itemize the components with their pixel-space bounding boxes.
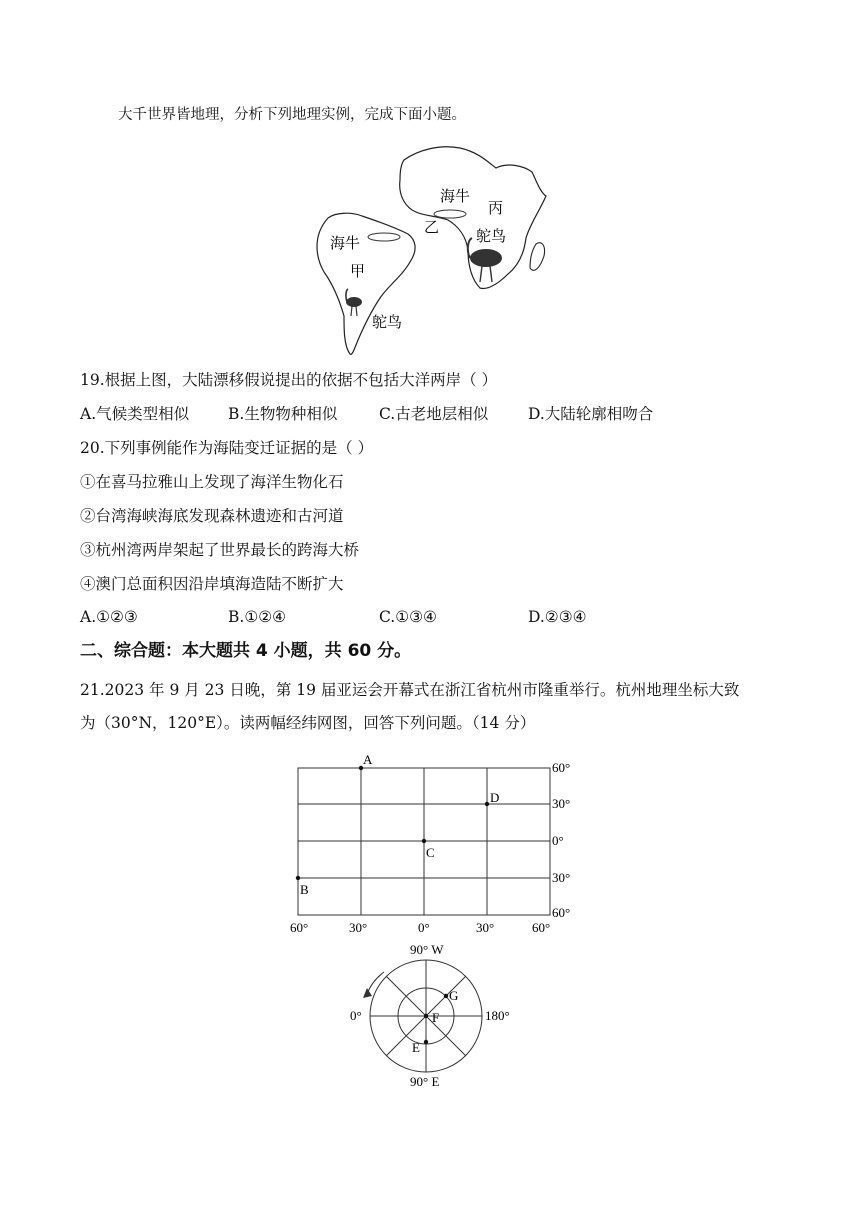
polar-projection-figure — [340, 938, 520, 1090]
lon-label: 60° — [290, 920, 309, 935]
manatee-icon — [368, 233, 400, 241]
question-21-line-1: 21.2023 年 9 月 23 日晚，第 19 届亚运会开幕式在浙江省杭州市隆重举行。杭州地理坐标大致 — [80, 681, 740, 699]
point-f-dot — [424, 1014, 428, 1018]
question-20-stem: 20.下列事例能作为海陆变迁证据的是（ ） — [80, 439, 374, 457]
polar-right-label: 180° — [485, 1008, 510, 1023]
madagascar-outline — [530, 243, 545, 271]
q20-item-3: ③杭州湾两岸架起了世界最长的跨海大桥 — [80, 541, 360, 559]
q20-item-2: ②台湾海峡海底发现森林遗迹和古河道 — [80, 507, 344, 525]
lon-label: 60° — [532, 920, 551, 935]
polar-bottom-label: 90° E — [410, 1074, 440, 1089]
lat-label: 30° — [552, 870, 571, 885]
lat-label: 0° — [552, 833, 564, 848]
point-f-label: F — [432, 1010, 440, 1025]
lat-label: 60° — [552, 760, 571, 775]
lon-label: 0° — [418, 920, 430, 935]
polar-left-label: 0° — [350, 1008, 362, 1023]
point-e-dot — [424, 1040, 428, 1044]
point-b-label: B — [300, 882, 309, 897]
q20-item-1: ①在喜马拉雅山上发现了海洋生物化石 — [80, 473, 344, 491]
map-label: 甲 — [350, 262, 366, 280]
q20-option-c: C.①③④ — [379, 608, 437, 626]
q19-option-d: D.大陆轮廓相吻合 — [528, 405, 654, 423]
q20-option-d: D.②③④ — [528, 608, 587, 626]
point-g-label: G — [449, 988, 459, 1003]
point-c-label: C — [426, 845, 435, 860]
manatee-icon — [434, 210, 466, 218]
q19-option-c: C.古老地层相似 — [379, 405, 489, 423]
intro-text: 大千世界皆地理，分析下列地理实例，完成下面小题。 — [118, 107, 466, 123]
lon-label: 30° — [476, 920, 495, 935]
question-21-line-2: 为（30°N，120°E）。读两幅经纬网图，回答下列问题。（14 分） — [80, 714, 536, 732]
point-g-dot — [444, 994, 448, 998]
polar-top-label: 90° W — [410, 942, 444, 957]
point-a-label: A — [363, 752, 373, 767]
map-label: 海牛 — [440, 187, 471, 205]
q19-option-b: B.生物物种相似 — [228, 405, 338, 423]
section-heading: 二、综合题：本大题共 4 小题，共 60 分。 — [80, 641, 412, 661]
q20-item-4: ④澳门总面积因沿岸填海造陆不断扩大 — [80, 575, 344, 593]
lat-lon-grid-figure — [286, 752, 586, 938]
map-label: 鸵鸟 — [372, 313, 403, 331]
question-19-stem: 19.根据上图，大陆漂移假说提出的依据不包括大洋两岸（ ） — [80, 371, 498, 389]
africa-outline — [400, 147, 546, 289]
lon-label: 30° — [349, 920, 368, 935]
map-label: 丙 — [488, 199, 504, 217]
arrow-head-icon — [363, 988, 372, 998]
point-b-dot — [296, 876, 300, 880]
point-d-label: D — [490, 790, 500, 805]
q20-option-b: B.①②④ — [228, 608, 287, 626]
q19-option-a: A.气候类型相似 — [80, 405, 190, 423]
map-label: 鸵鸟 — [476, 227, 507, 245]
lat-label: 60° — [552, 905, 571, 920]
point-e-label: E — [412, 1040, 420, 1055]
lat-label: 30° — [552, 796, 571, 811]
q20-option-a: A.①②③ — [80, 608, 138, 626]
map-label: 乙 — [424, 218, 440, 236]
point-c-dot — [422, 839, 426, 843]
continental-drift-map — [300, 140, 560, 358]
map-label: 海牛 — [330, 234, 361, 252]
point-d-dot — [485, 802, 489, 806]
